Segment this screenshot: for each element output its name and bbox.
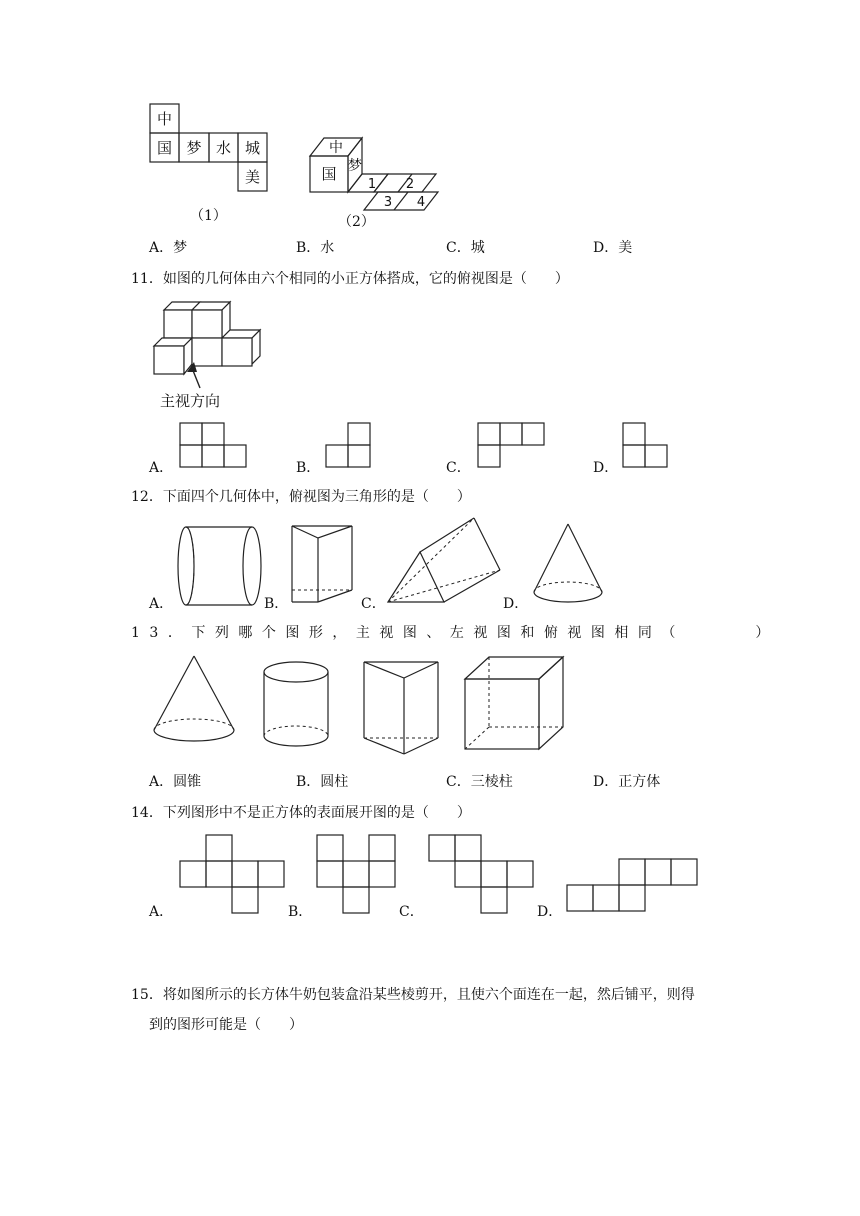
q12-option-a-cylinder (176, 524, 266, 610)
q13-cube-figure (463, 655, 569, 753)
q14-option-b-label: B． (288, 904, 313, 920)
q12-option-b-label: B． (264, 596, 289, 612)
q10-cube-figure (306, 134, 446, 214)
net-label-cheng: 城 (244, 139, 261, 157)
q15-stem-line2: 到的图形可能是（ ） (149, 1017, 303, 1033)
q11-option-b-label: B． (296, 460, 321, 476)
q14-option-b-net (316, 834, 400, 916)
q11-option-d-figure (622, 422, 672, 470)
cube-label-meng: 梦 (348, 158, 362, 174)
q11-option-c-figure (477, 422, 549, 470)
q10-fig1-caption: （1） (190, 208, 227, 224)
q11-option-a-figure (179, 422, 249, 470)
net-label-zhong: 中 (156, 110, 173, 128)
cube-face-3: 3 (383, 195, 393, 210)
q10-option-b: B．水 (296, 240, 335, 256)
q13-stem: 13．下列哪个图形，主视图、左视图和俯视图相同（ ） (131, 625, 779, 641)
q10-option-c: C．城 (446, 240, 485, 256)
net-label-guo: 国 (156, 139, 173, 157)
q12-option-d-cone (530, 522, 606, 608)
q13-option-b: B．圆柱 (296, 774, 349, 790)
q15-stem-line1: 15．将如图所示的长方体牛奶包装盒沿某些棱剪开，且使六个面连在一起，然后铺平，则得 (131, 987, 695, 1003)
q12-stem: 12．下面四个几何体中，俯视图为三角形的是（ ） (131, 489, 471, 505)
q14-option-d-label: D． (537, 904, 563, 920)
q13-cylinder-figure (262, 660, 332, 750)
net-label-meng: 梦 (186, 139, 202, 157)
q14-option-a-label: A． (149, 904, 174, 920)
q14-option-d-net (566, 858, 702, 914)
q11-option-c-label: C． (446, 460, 471, 476)
q10-option-a: A．梦 (149, 240, 188, 256)
net-label-mei: 美 (244, 168, 261, 186)
cube-label-guo: 国 (321, 165, 337, 183)
q10-net-figure (148, 102, 272, 194)
q10-option-d: D．美 (593, 240, 633, 256)
q13-option-c: C．三棱柱 (446, 774, 513, 790)
cube-face-1: 1 (367, 177, 377, 192)
q12-option-d-label: D． (503, 596, 529, 612)
q13-prism-figure (362, 660, 442, 756)
cube-label-zhong: 中 (329, 140, 343, 156)
q14-option-c-label: C． (399, 904, 424, 920)
q13-cone-figure (152, 654, 238, 746)
q14-option-c-net (428, 834, 538, 916)
q12-option-b-prism (290, 524, 356, 606)
q12-option-a-label: A． (149, 596, 174, 612)
q12-option-c-prism (386, 516, 506, 608)
q12-option-c-label: C． (361, 596, 386, 612)
q13-option-d: D．正方体 (593, 774, 661, 790)
q14-stem: 14．下列图形中不是正方体的表面展开图的是（ ） (131, 805, 471, 821)
q11-option-d-label: D． (593, 460, 619, 476)
q11-option-b-figure (325, 422, 375, 470)
q11-option-a-label: A． (149, 460, 174, 476)
q14-option-a-net (179, 834, 289, 916)
q11-direction-label: 主视方向 (160, 392, 221, 410)
net-label-shui: 水 (215, 139, 232, 157)
q10-fig2-caption: （2） (338, 214, 375, 230)
q13-option-a: A．圆锥 (149, 774, 202, 790)
q11-stem: 11．如图的几何体由六个相同的小正方体搭成，它的俯视图是（ ） (131, 271, 569, 287)
cube-face-4: 4 (416, 195, 426, 210)
cube-face-2: 2 (405, 177, 415, 192)
